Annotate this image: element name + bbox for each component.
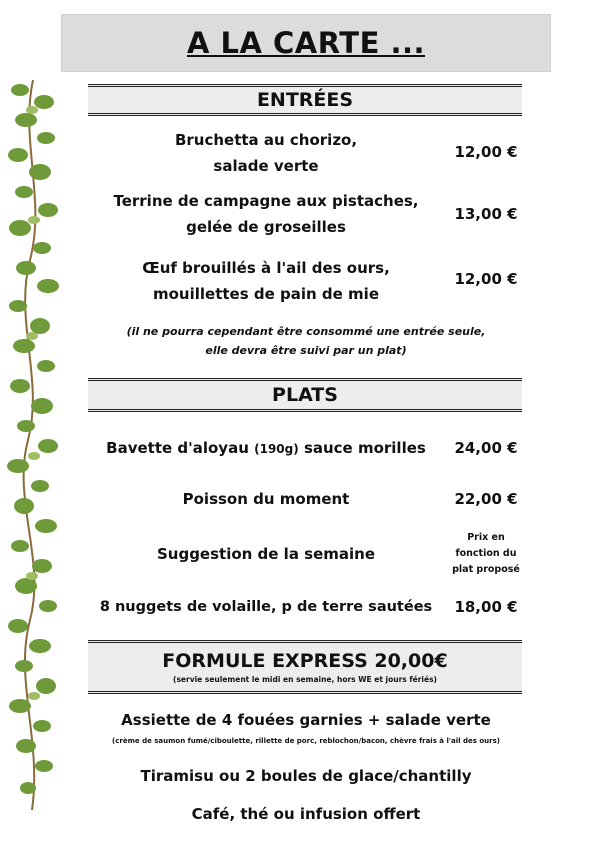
dish-name: Poisson du moment <box>182 490 350 508</box>
price-plat-1: 24,00 € <box>454 439 518 457</box>
menu-item-plat-1 <box>90 435 442 462</box>
note-line: elle devra être suivi par un plat) <box>205 344 407 357</box>
dish-name: Suggestion de la semaine <box>156 545 376 563</box>
dish-name-line: Bruchetta au chorizo, <box>174 131 358 149</box>
dish-name-line: Terrine de campagne aux pistaches, <box>113 192 419 210</box>
dish-name-line: gelée de groseilles <box>186 218 346 236</box>
formule-item-1: Assiette de 4 fouées garnies + salade verte <box>121 711 491 729</box>
price-note-plat-3 <box>446 530 526 578</box>
dish-name-line: Œuf brouillés à l'ail des ours, <box>142 259 390 277</box>
dish-name-part: Bavette d'aloyau <box>106 439 255 457</box>
price-plat-2: 22,00 € <box>454 490 518 508</box>
menu-item-entree-1 <box>90 127 442 179</box>
menu-item-plat-3 <box>90 541 442 567</box>
menu-item-entree-2 <box>90 188 442 240</box>
dish-name-part: sauce morilles <box>298 439 426 457</box>
price-plat-4: 18,00 € <box>454 598 518 616</box>
price-note-line: fonction du <box>455 548 517 559</box>
menu-item-entree-3 <box>90 255 442 307</box>
price-entree-1: 12,00 € <box>454 143 518 161</box>
formule-item-3: Café, thé ou infusion offert <box>191 805 421 823</box>
dish-name-line: mouillettes de pain de mie <box>153 285 379 303</box>
entree-note <box>90 322 522 360</box>
formule-title: FORMULE EXPRESS 20,00€ <box>162 650 448 672</box>
title-banner <box>61 14 551 72</box>
section-header-formule <box>88 640 522 694</box>
section-header-plats <box>88 378 522 412</box>
dish-weight: (190g) <box>254 442 299 456</box>
section-header-entrees <box>88 84 522 116</box>
formule-item-2: Tiramisu ou 2 boules de glace/chantilly <box>140 767 472 785</box>
menu-item-plat-4 <box>90 594 442 620</box>
dish-name: 8 nuggets de volaille, p de terre sautées <box>99 599 433 615</box>
menu-item-plat-2 <box>90 486 442 512</box>
price-note-line: plat proposé <box>452 564 520 575</box>
price-entree-2: 13,00 € <box>454 205 518 223</box>
formule-note: (servie seulement le midi en semaine, hors WE et jours fériés) <box>173 675 437 684</box>
section-title-plats: PLATS <box>272 384 338 406</box>
dish-name-line: salade verte <box>213 157 319 175</box>
section-title-entrees: ENTRÉES <box>256 89 354 111</box>
grapevine-decoration <box>6 80 60 810</box>
page-title: A LA CARTE ... <box>186 26 426 60</box>
note-line: (il ne pourra cependant être consommé une entrée seule, <box>126 325 486 338</box>
price-entree-3: 12,00 € <box>454 270 518 288</box>
price-note-line: Prix en <box>467 532 505 543</box>
formule-item-1-detail: (crème de saumon fumé/ciboulette, rillette de porc, reblochon/bacon, chèvre frais à l'ail des ours) <box>112 737 500 745</box>
